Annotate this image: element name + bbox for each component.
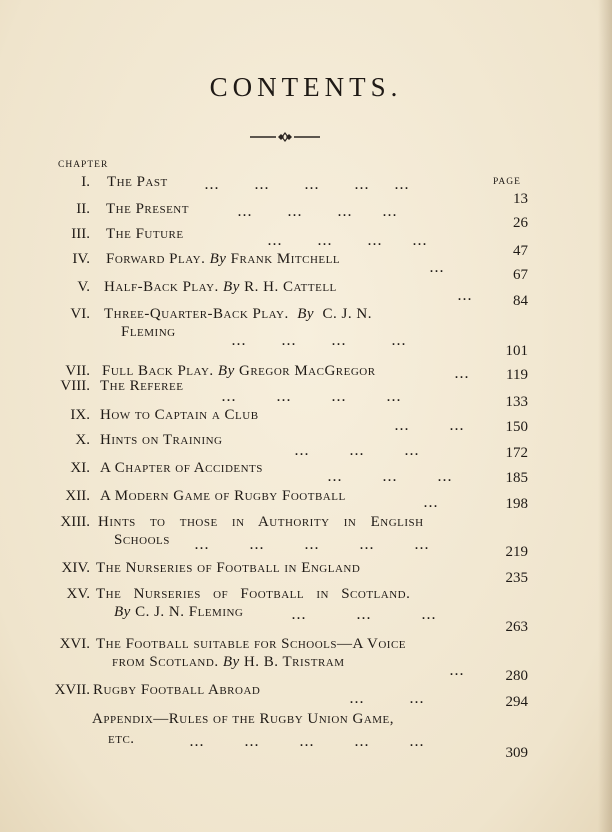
page-number: 67 [513, 267, 528, 283]
leader-dots: ... ... ... [328, 470, 453, 484]
chapter-number: VI. [70, 306, 90, 322]
leader-dots: ... ... ... ... ... [205, 178, 410, 192]
chapter-title-continued: By C. J. N. Fleming [114, 604, 244, 620]
chapter-number: I. [81, 174, 90, 190]
chapter-number: XIII. [60, 514, 90, 530]
chapter-title: The Present [106, 201, 189, 217]
chapter-title: The Past [107, 174, 168, 190]
chapter-title: The Nurseries of Football in England [96, 560, 361, 576]
toc-entry [0, 174, 612, 207]
appendix-title-continued: etc. [108, 731, 135, 747]
ornament-divider-icon [248, 130, 322, 144]
chapter-title: How to Captain a Club [100, 407, 259, 423]
page-number: 172 [505, 445, 528, 461]
page-number: 198 [505, 496, 528, 512]
page-edge-shadow [598, 0, 612, 832]
chapter-number: XI. [70, 460, 90, 476]
chapter-title: Three-Quarter-Back Play. By C. J. N. [104, 306, 372, 322]
toc-entry [0, 201, 612, 231]
page-number: 235 [505, 570, 528, 586]
toc-entry [0, 432, 612, 461]
toc-entry [0, 460, 612, 486]
toc-entry [0, 636, 612, 684]
toc-entry [0, 514, 612, 560]
page-number: 13 [513, 191, 528, 207]
chapter-number: IV. [72, 251, 90, 267]
toc-entry [0, 407, 612, 433]
appendix-title: Appendix—Rules of the Rugby Union Game, [92, 711, 395, 727]
toc-entry [0, 560, 612, 586]
page-number: 309 [505, 745, 528, 761]
chapter-title: Half-Back Play. By R. H. Cattell [104, 279, 337, 295]
page-title: CONTENTS. [209, 72, 403, 102]
leader-dots: ... ... ... ... [222, 390, 402, 404]
page-number: 26 [513, 215, 528, 231]
chapter-title: Hints on Training [100, 432, 223, 448]
leader-dots: ... [430, 261, 445, 275]
chapter-number: VII. [65, 363, 90, 379]
leader-dots: ... [424, 496, 439, 510]
leader-dots: ... ... ... ... ... [190, 735, 425, 749]
page-number: 150 [505, 419, 528, 435]
toc-entry [0, 306, 612, 359]
page-number: 280 [505, 668, 528, 684]
leader-dots: ... ... ... ... ... [195, 538, 430, 552]
toc-entry [0, 378, 612, 410]
chapter-title: The Football suitable for Schools—A Voice [96, 636, 407, 652]
leader-dots: ... ... [395, 419, 465, 433]
page-number: 47 [513, 243, 528, 259]
page-number: 133 [505, 394, 528, 410]
toc-entry [0, 279, 612, 309]
toc-entry-appendix [0, 711, 612, 761]
page-number: 294 [505, 694, 528, 710]
chapter-number: IX. [70, 407, 90, 423]
chapter-number: XV. [66, 586, 90, 602]
leader-dots: ... ... ... [292, 608, 437, 622]
leader-dots: ... ... [350, 692, 425, 706]
chapter-number: II. [76, 201, 90, 217]
chapter-title-continued: Fleming [121, 324, 176, 340]
chapter-title-continued: from Scotland. By H. B. Tristram [112, 654, 345, 670]
chapter-title: The Future [106, 226, 184, 242]
toc-entry [0, 682, 612, 708]
chapter-column-label: CHAPTER [58, 160, 109, 170]
page-number: 263 [505, 619, 528, 635]
chapter-title: Forward Play. By Frank Mitchell [106, 251, 341, 267]
leader-dots: ... [455, 367, 470, 381]
chapter-number: V. [77, 279, 90, 295]
chapter-number: XVI. [59, 636, 90, 652]
chapter-number: VIII. [60, 378, 90, 394]
page-number: 84 [513, 293, 528, 309]
leader-dots: ... [450, 664, 465, 678]
page-number: 101 [505, 343, 528, 359]
chapter-number: III. [71, 226, 90, 242]
chapter-title: The Nurseries of Football in Scotland. [96, 586, 411, 602]
chapter-title: The Referee [100, 378, 184, 394]
leader-dots: ... [458, 289, 473, 303]
page-number: 219 [505, 544, 528, 560]
chapter-title: Rugby Football Abroad [93, 682, 261, 698]
toc-entry [0, 251, 612, 283]
chapter-title: A Modern Game of Rugby Football [100, 488, 346, 504]
page-number: 185 [505, 470, 528, 486]
page-number: 119 [506, 367, 528, 383]
leader-dots: ... ... ... ... [268, 234, 428, 248]
chapter-number: XIV. [61, 560, 90, 576]
toc-entry [0, 586, 612, 635]
chapter-title: Hints to those in Authority in English [98, 514, 424, 530]
leader-dots: ... ... ... ... [232, 334, 407, 348]
leader-dots: ... ... ... ... [238, 205, 398, 219]
chapter-number: XII. [65, 488, 90, 504]
toc-entry [0, 488, 612, 514]
chapter-number: XVII. [54, 682, 90, 698]
page-column-label: PAGE [493, 177, 521, 187]
chapter-title: Full Back Play. By Gregor MacGregor [102, 363, 376, 379]
chapter-title-continued: Schools [114, 532, 170, 548]
chapter-title: A Chapter of Accidents [100, 460, 263, 476]
chapter-number: X. [75, 432, 90, 448]
leader-dots: ... ... ... [295, 444, 420, 458]
